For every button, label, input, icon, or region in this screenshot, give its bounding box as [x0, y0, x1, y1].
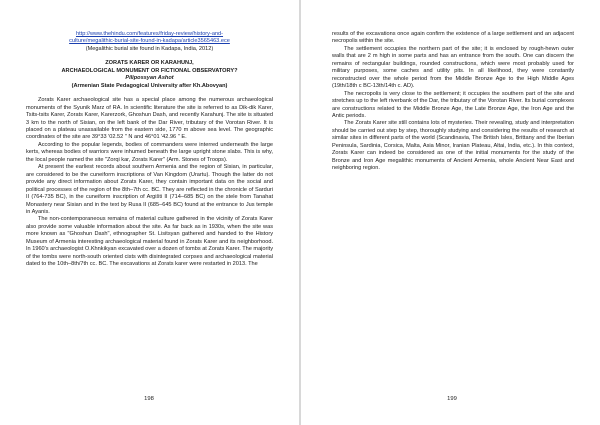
paragraph: The Zorats Karer site still contains lots of mysteries. Their revealing, study and interpretation should be carried out step by step, thoroughly studying and considering the results of research at similar sites in different parts of the world (Scandinavia, The British Isles, Brittany and the Iberian Peninsula, Sardinia, Corsica, Malta, Asia Minor, Iranian Plateau, Altai, India, etc.). In this context, Zorats Karer can indeed be considered as one of the initial monuments for the study of the Bronze and Iron Age megalithic monuments of Ancient Armenia, whole Ancient Near East and neighboring region. [332, 120, 574, 172]
source-link[interactable]: http://www.thehindu.com/features/friday-review/history-and- [75, 31, 224, 37]
paragraph: The settlement occupies the northern part of the site; it is enclosed by rough-hewn outer walls that are 2 m high in some parts and has an entrance from the south. One can discern the remains of rectangular buildings, rounded constructions, which were most probably used for military purposes, some caches and utility pits. In all likelihood, they were constantly reconstructed over the whole period from the Middle Bronze Age to the High Middle Ages (19th/18th c BC-13th/14th c. AD). [332, 45, 574, 90]
title-line-2: ARCHAEOLOGICAL MONUMENT OR FICTIONAL OBSERVATORY? [61, 67, 238, 74]
paragraph: Zorats Karer archaeological site has a special place among the numerous archaeological monuments of the Syunik Marz of RA. In scientific literature the site is referred to as Dik-dik Karer, Tsits-tsits Karer, Zorats Karer, Karerzork, Ghoshun Dash, and recently Karahunj. The site is situated 3 km to the north of Sisian, on the left bank of the Dar River, tributary of the Vorotan River. It is placed on a plateau unassailable from the eastern side, 1770 m above sea level. The geographic coordinates of the site are 39°33 ′02.52 ′′ N and 46°01 ′42.96 ′′ E. [26, 97, 273, 141]
page-number: 198 [144, 396, 154, 402]
source-link-continued[interactable]: culture/megalithic-burial-site-found-in-kadapa/article3565463.ece [69, 38, 230, 45]
article-title [26, 60, 273, 75]
author-name: Pilipossyan Ashot [125, 75, 174, 82]
left-page-text [26, 31, 273, 269]
page-number: 199 [447, 396, 457, 402]
left-page [0, 0, 299, 425]
source-note: (Megalithic burial site found in Kadapa, India, 2012) [85, 45, 214, 52]
right-page [301, 0, 600, 425]
author-affiliation: (Armenian State Pedagogical University after Kh.Abovyan) [71, 82, 228, 89]
title-line-1: ZORATS KARER OR KARAHUNJ, [105, 60, 194, 67]
paragraph: results of the excavations once again confirm the existence of a large settlement and an adjacent necropolis within the site. [332, 31, 574, 45]
right-page-text [332, 31, 574, 173]
paragraph: At present the earliest records about southern Armenia and the region of Sisian, in particular, are considered to be the cuneiform inscriptions of Van Kingdom (Urartu). Though the latter do not provide any direct information about Zorats Karer, they contain important data on the social and political processes of the region of the 8th–7th cc. BC. They are reflected in the chronicle of Sarduri II (764-735 BC), in the cuneiform inscription of Argišti II (714–685 BC) on the stele from Tanahat Monastery near Sisian and in the text by Rusa II (685–645 BC) found at the entrance to Jus temple in Ayanis. [26, 164, 273, 215]
source-reference [26, 31, 273, 53]
paragraph: The necropolis is very close to the settlement; it occupies the southern part of the site and stretches up to the left riverbank of the Dar, the tributary of the Vorotan River. Its burial complexes are constructions related to the Middle Bronze Age, the Late Bronze Age, the Iron Age and the Antic periods. [332, 90, 574, 119]
paragraph: According to the popular legends, bodies of commanders were interred underneath the large kerts, whereas bodies of warriors were inhumed beneath the large upright stone slabs. This is why, the local people named the site "Zorqi kar, Zorats Karer" (Arm. Stones of Troops). [26, 141, 273, 163]
paragraph: The non-contemporaneous remains of material culture gathered in the vicinity of Zorats Karer also provide some valuable information about the site. As far back as in 1930s, when the site was more known as "Ghoshun Dash", ethnographer St. Lisitsyan gathered and handed to the History Museum of Armenia interesting archaeological material found in Zorats Karer and its neighborhood. In 1960's archaeologist O.Khnkikyan excavated over a dozen of tombs at Zorats Karer. The majority of the tombs were north-south oriented cists with disintegrated corpses and archaeological material dated to the 10th–8th/7th cc. BC. The excavations at Zorats karer were restarted in 2013. The [26, 216, 273, 268]
